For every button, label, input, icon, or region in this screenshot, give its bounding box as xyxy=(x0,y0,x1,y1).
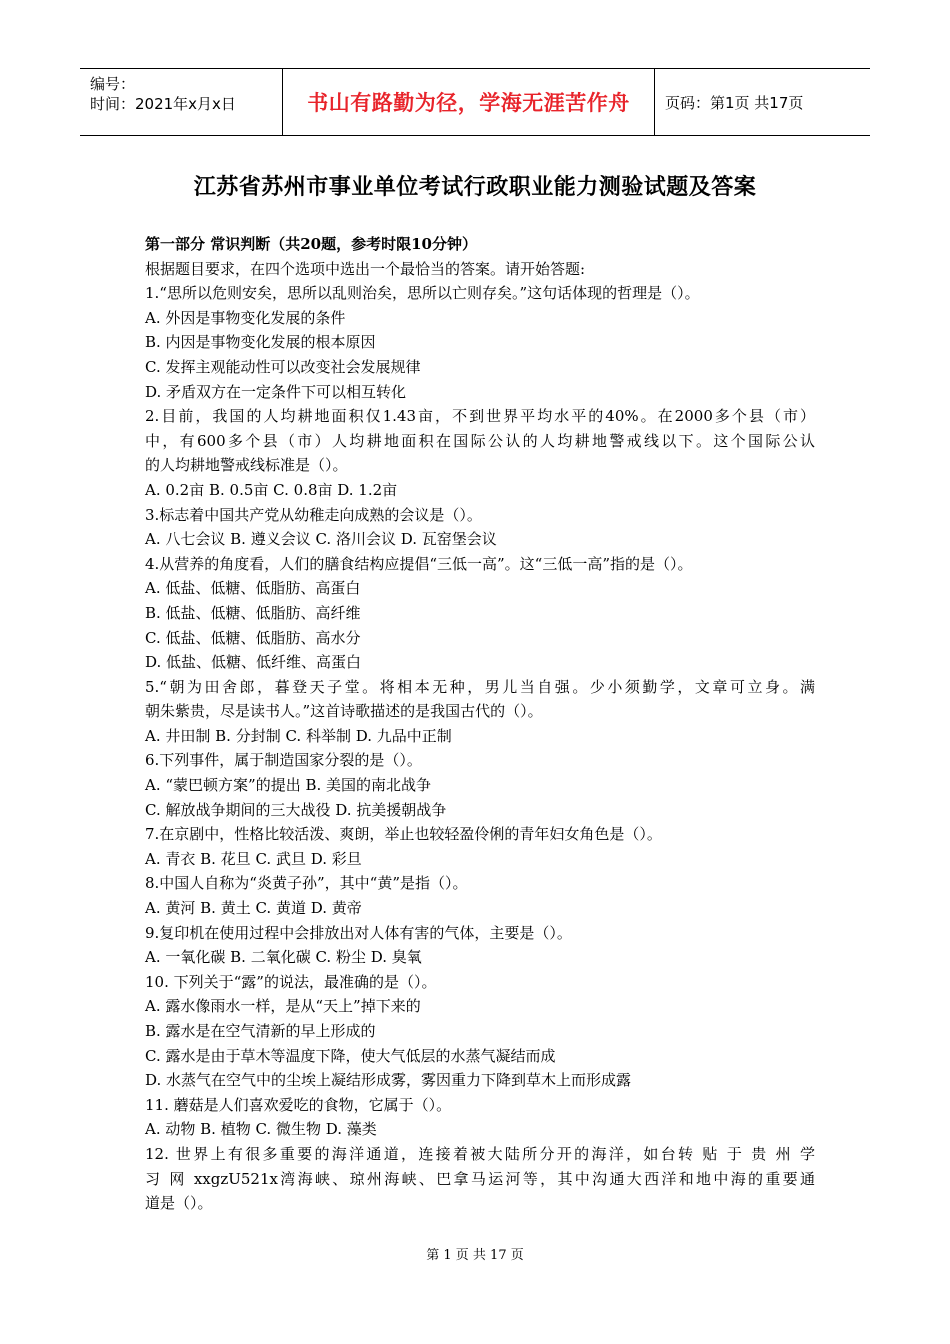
section-heading: 第一部分 常识判断（共20题，参考时限10分钟） xyxy=(145,235,477,253)
body-line: C. 露水是由于草木等温度下降，使大气低层的水蒸气凝结而成 xyxy=(145,1046,556,1065)
body-line: A. 露水像雨水一样，是从“天上”掉下来的 xyxy=(145,997,421,1016)
body-line: 11. 蘑菇是人们喜欢爱吃的食物，它属于（）。 xyxy=(145,1095,452,1114)
body-line: B. 内因是事物变化发展的根本原因 xyxy=(145,333,376,352)
header-meta-cell xyxy=(80,69,282,135)
body-line: 6.下列事件，属于制造国家分裂的是（）。 xyxy=(145,751,422,770)
body-line: B. 露水是在空气清新的早上形成的 xyxy=(145,1022,376,1040)
body-line: D. 水蒸气在空气中的尘埃上凝结形成雾，雾因重力下降到草木上而形成露 xyxy=(145,1071,632,1090)
body-line: 道是（）。 xyxy=(145,1194,213,1213)
body-line: A. 低盐、低糖、低脂肪、高蛋白 xyxy=(145,579,361,598)
body-line: 朝朱紫贵，尽是读书人。”这首诗歌描述的是我国古代的（）。 xyxy=(145,702,543,721)
body-line: A. 一氧化碳 B. 二氧化碳 C. 粉尘 D. 臭氧 xyxy=(145,948,422,967)
body-line: C. 解放战争期间的三大战役 D. 抗美援朝战争 xyxy=(145,800,447,819)
body-line: 5.“朝为田舍郎，暮登天子堂。将相本无种，男儿当自强。少小须勤学，文章可立身。满 xyxy=(145,677,815,696)
body-line: 4.从营养的角度看，人们的膳食结构应提倡“三低一高”。这“三低一高”指的是（）。 xyxy=(145,554,693,573)
body-line: A. 黄河 B. 黄土 C. 黄道 D. 黄帝 xyxy=(145,899,362,918)
body-line: 根据题目要求，在四个选项中选出一个最恰当的答案。请开始答题: xyxy=(145,259,586,278)
header-motto-cell xyxy=(282,69,655,135)
body-line: 8.中国人自称为“炎黄子孙”，其中“黄”是指（）。 xyxy=(145,874,468,893)
body-line: B. 低盐、低糖、低脂肪、高纤维 xyxy=(145,603,361,622)
body-line: A. 动物 B. 植物 C. 微生物 D. 藻类 xyxy=(145,1120,377,1139)
header-motto: 书山有路勤为径，学海无涯苦作舟 xyxy=(307,91,630,115)
document-number-label: 编号： xyxy=(90,75,136,93)
body-line: 7.在京剧中，性格比较活泼、爽朗，举止也较轻盈伶俐的青年妇女角色是（）。 xyxy=(145,825,662,844)
body-line: A. “蒙巴顿方案”的提出 B. 美国的南北战争 xyxy=(145,776,432,795)
body-line: D. 矛盾双方在一定条件下可以相互转化 xyxy=(145,382,407,401)
body-line: 10. 下列关于“露”的说法，最准确的是（）。 xyxy=(145,972,437,991)
body-line: A. 井田制 B. 分封制 C. 科举制 D. 九品中正制 xyxy=(145,726,452,745)
body-line: C. 低盐、低糖、低脂肪、高水分 xyxy=(145,628,361,647)
body-line: 习 网 xxgzU521x湾海峡、琼州海峡、巴拿马运河等，其中沟通大西洋和地中海的重要通 xyxy=(145,1169,815,1188)
header-table xyxy=(80,68,870,136)
body-line: C. 发挥主观能动性可以改变社会发展规律 xyxy=(145,357,421,376)
body-line: A. 外因是事物变化发展的条件 xyxy=(145,308,346,327)
body-line: 3.标志着中国共产党从幼稚走向成熟的会议是（）。 xyxy=(145,505,482,524)
body-line: D. 低盐、低糖、低纤维、高蛋白 xyxy=(145,653,362,672)
body-line: 9.复印机在使用过程中会排放出对人体有害的气体，主要是（）。 xyxy=(145,923,572,942)
body-line: 的人均耕地警戒线标准是（）。 xyxy=(145,456,348,475)
body-line: 12. 世界上有很多重要的海洋通道，连接着被大陆所分开的海洋，如台转 贴 于 贵 州 学 xyxy=(145,1144,815,1163)
page-footer: 第 1 页 共 17 页 xyxy=(426,1248,524,1263)
body-line: 1.“思所以危则安矣，思所以乱则治矣，思所以亡则存矣。”这句话体现的哲理是（）。 xyxy=(145,284,700,303)
header-page-cell xyxy=(655,69,870,135)
body-line: A. 八七会议 B. 遵义会议 C. 洛川会议 D. 瓦窑堡会议 xyxy=(145,530,497,549)
body-line: A. 0.2亩 B. 0.5亩 C. 0.8亩 D. 1.2亩 xyxy=(145,480,398,499)
body-line: 中，有600多个县（市）人均耕地面积在国际公认的人均耕地警戒线以下。这个国际公认 xyxy=(145,431,815,450)
body-line: A. 青衣 B. 花旦 C. 武旦 D. 彩旦 xyxy=(145,849,362,868)
document-title: 江苏省苏州市事业单位考试行政职业能力测验试题及答案 xyxy=(193,174,757,200)
document-body xyxy=(145,232,815,1216)
header-page-info: 页码：第1页 共17页 xyxy=(665,93,804,112)
document-date-label: 时间：2021年x月x日 xyxy=(90,95,236,113)
body-line: 2.目前，我国的人均耕地面积仅1.43亩，不到世界平均水平的40%。在2000多个县（市） xyxy=(145,407,815,426)
